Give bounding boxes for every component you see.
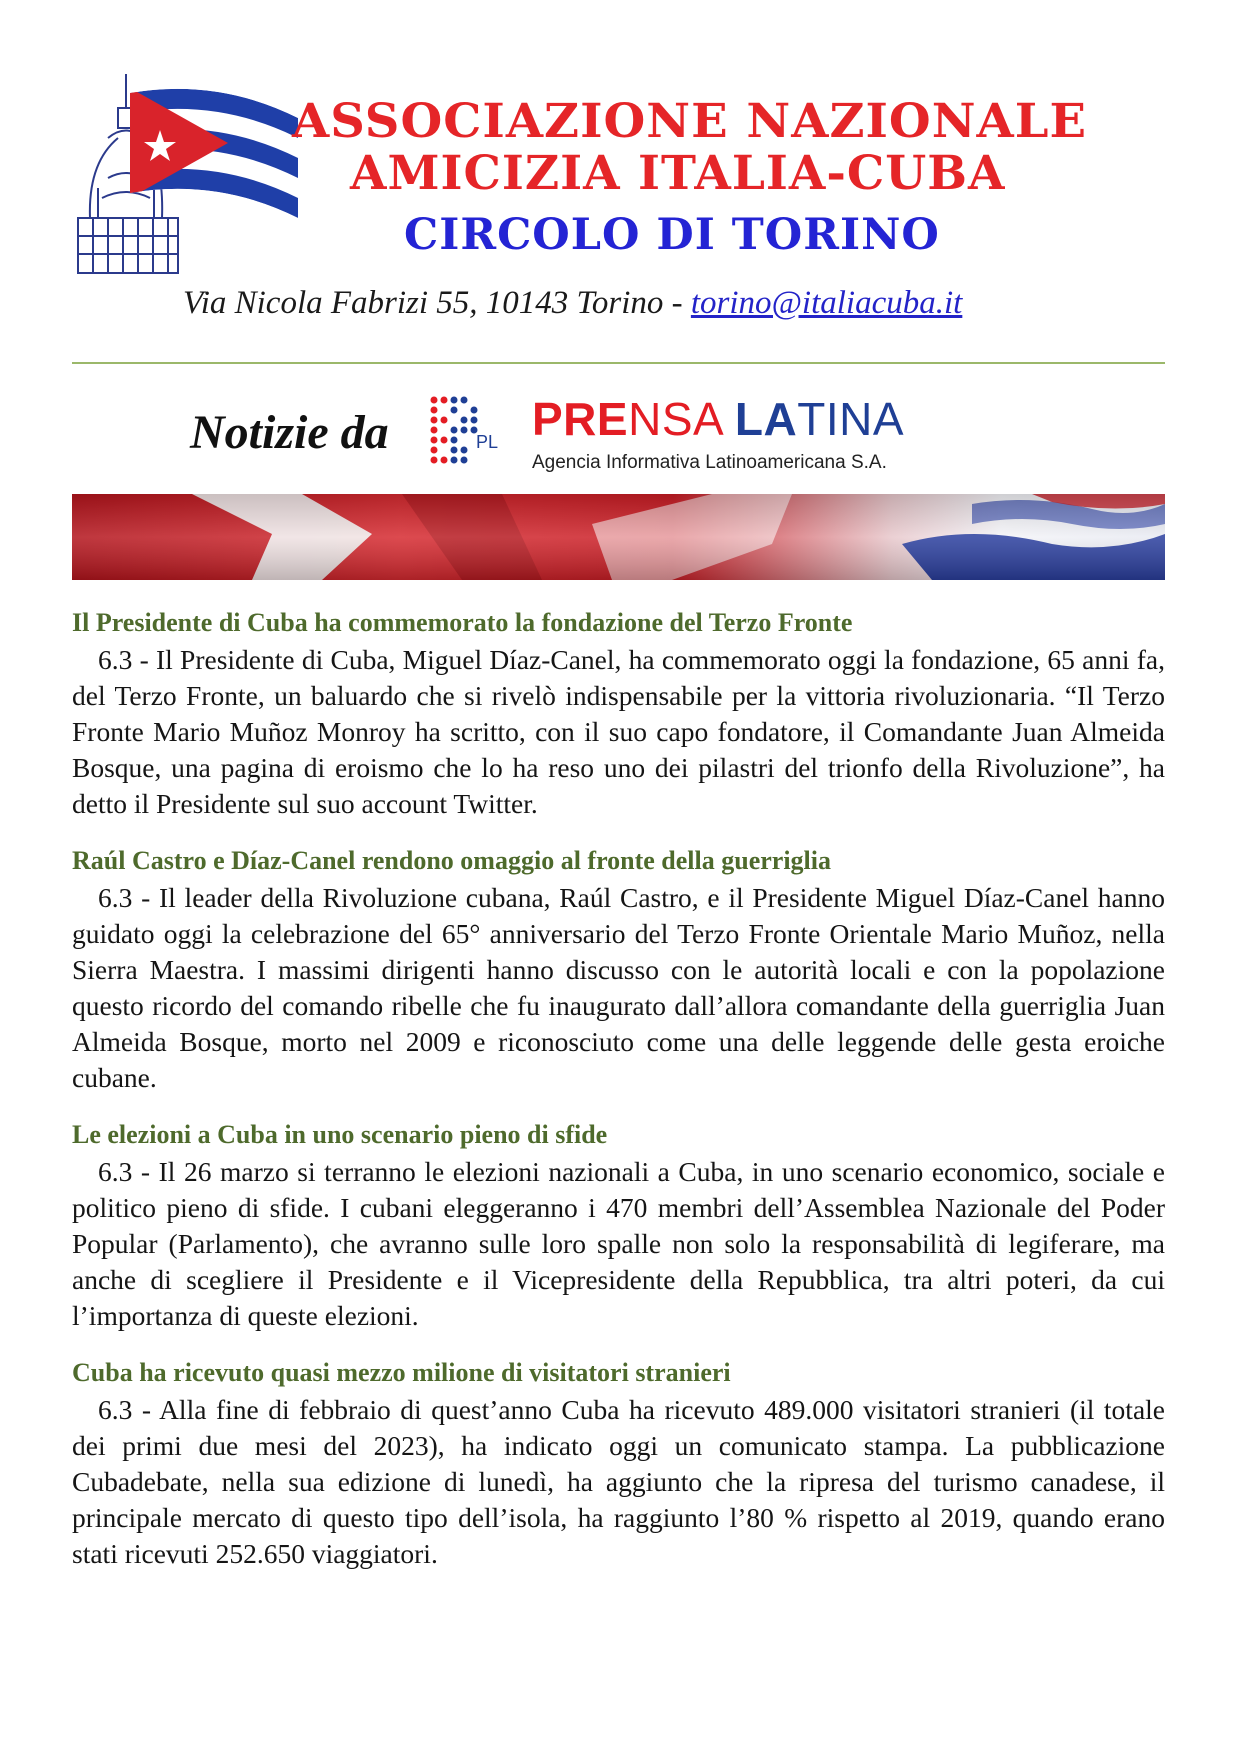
article-headline: Le elezioni a Cuba in uno scenario pieno di sfide — [72, 1120, 608, 1149]
association-title-line1: ASSOCIAZIONE NAZIONALE — [292, 94, 1088, 149]
article — [72, 1356, 1165, 1572]
article-body: 6.3 - Il leader della Rivoluzione cubana, Raúl Castro, e il Presidente Miguel Díaz-Canel hanno guidato oggi la celebrazione del 65° anniversario del Terzo Fronte Orientale Mario Muñoz, nella Sierra Maestra. I massimi dirigenti hanno discusso con le autorità locali e con la popolazione questo ricordo del comando ribelle che fu inaugurato dall’allora comandante della guerriglia Juan Almeida Bosque, morto nel 2009 e riconosciuto come una delle leggende delle gesta eroiche cubane. — [72, 882, 1165, 1093]
agency-name-part4: TINA — [797, 393, 905, 445]
notizie-label: Notizie da — [190, 406, 389, 459]
circolo-title: CIRCOLO DI TORINO — [404, 210, 940, 260]
article-headline: Raúl Castro e Díaz-Canel rendono omaggio al fronte della guerriglia — [72, 846, 832, 875]
cuban-flag-banner — [72, 494, 1165, 580]
pl-logo-text: PL — [476, 432, 499, 452]
agency-name-part1: PRE — [532, 393, 629, 445]
article — [72, 1118, 1165, 1334]
article-body: 6.3 - Alla fine di febbraio di quest’anno Cuba ha ricevuto 489.000 visitatori stranieri (il totale dei primi due mesi del 2023), ha indicato oggi un comunicato stampa. La pubblicazione Cubadebate, nella sua edizione di lunedì, ha aggiunto che la ripresa del turismo canadese, il principale mercato di questo tipo dell’isola, ha raggiunto l’80 % rispetto al 2019, quando erano stati ricevuti 252.650 viaggiatori. — [72, 1394, 1165, 1569]
article — [72, 844, 1165, 1096]
agency-name-part2: NSA — [628, 393, 735, 445]
article-body: 6.3 - Il Presidente di Cuba, Miguel Díaz-Canel, ha commemorato oggi la fondazione, 65 anni fa, del Terzo Fronte, un baluardo che si rivelò indispensabile per la vittoria rivoluzionaria. “Il Terzo Fronte Mario Muñoz Monroy ha scritto, con il suo capo fondatore, il Comandante Juan Almeida Bosque, una pagina di eroismo che lo ha reso uno dei pilastri del trionfo della Rivoluzione”, ha detto il Presidente sul suo account Twitter. — [72, 644, 1165, 819]
prensa-latina-logo-icon — [428, 392, 508, 476]
news-articles — [72, 606, 1165, 1594]
address-text: Via Nicola Fabrizi 55, 10143 Torino - — [183, 285, 691, 321]
header-divider — [72, 362, 1165, 364]
article-headline: Il Presidente di Cuba ha commemorato la fondazione del Terzo Fronte — [72, 608, 853, 637]
address-line — [183, 285, 962, 322]
article-body: 6.3 - Il 26 marzo si terranno le elezioni nazionali a Cuba, in uno scenario economico, sociale e politico pieno di sfide. I cubani eleggeranno i 470 membri dell’Assemblea Nazionale del Poder Popular (Parlamento), che avranno sulle loro spalle non solo la responsabilità di legiferare, ma anche di scegliere il Presidente e il Vicepresidente della Repubblica, tra altri poteri, da cui l’importanza di queste elezioni. — [72, 1156, 1165, 1331]
email-link[interactable]: torino@italiacuba.it — [690, 285, 963, 321]
prensa-latina-name — [532, 392, 904, 446]
association-title-line2: AMICIZIA ITALIA-CUBA — [350, 146, 1006, 201]
agency-name-part3: LA — [734, 393, 798, 445]
article — [72, 606, 1165, 822]
prensa-latina-subtitle: Agencia Informativa Latinoamericana S.A. — [532, 452, 887, 473]
article-headline: Cuba ha ricevuto quasi mezzo milione di visitatori stranieri — [72, 1358, 731, 1387]
